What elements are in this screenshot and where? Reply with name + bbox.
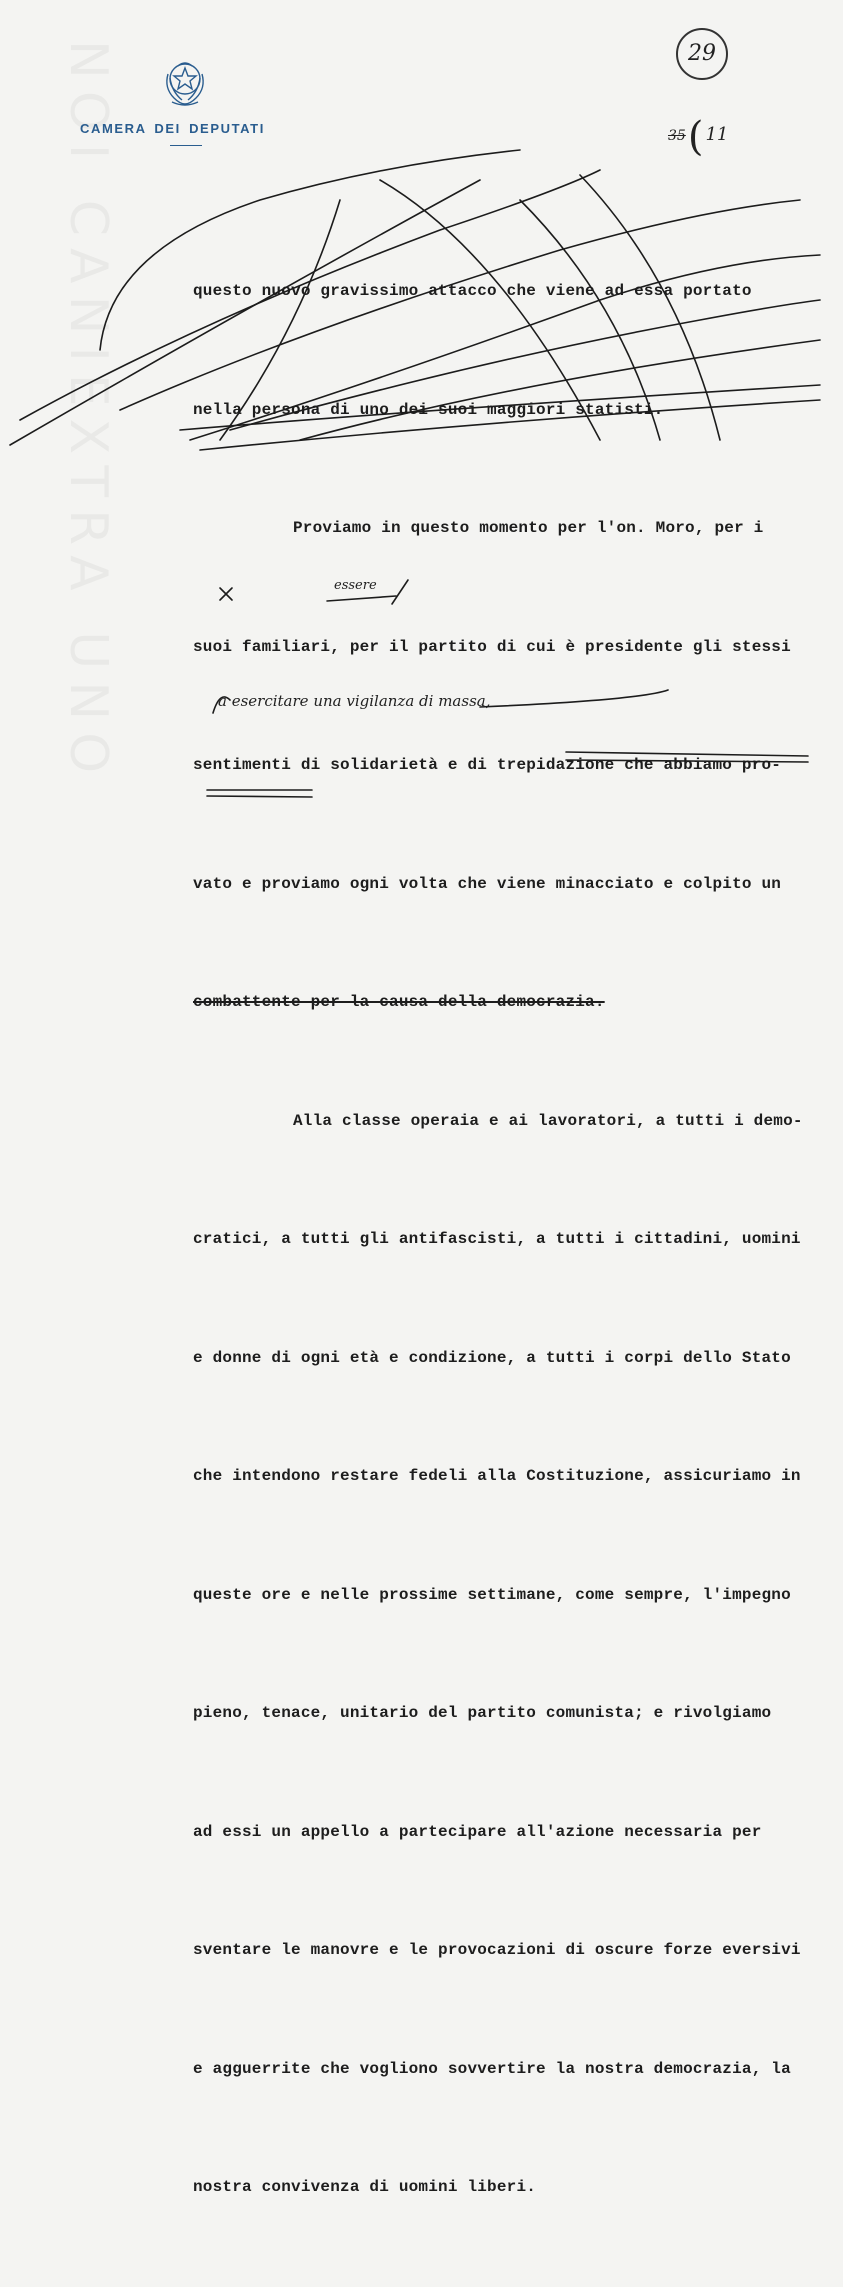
body-line: sentimenti di solidarietà e di trepidazione che abbiamo pro-: [193, 756, 782, 774]
body-line: nella persona di uno dei suoi maggiori statisti.: [193, 400, 664, 419]
body-line: questo nuovo gravissimo attacco che viene ad essa portato: [193, 282, 752, 300]
folio-new: 11: [705, 124, 729, 145]
body-line: pieno, tenace, unitario del partito comunista; e rivolgiamo: [193, 1704, 772, 1722]
handwritten-strikeout-marks: [0, 0, 843, 1080]
folio-bracket: (: [687, 114, 704, 160]
institution-name: CAMERA DEI DEPUTATI: [80, 121, 265, 136]
handwritten-insert-essere: essere: [334, 578, 377, 593]
body-line: sventare le manovre e le provocazioni di oscure forze eversivi: [193, 1941, 801, 1959]
body-line: queste ore e nelle prossime settimane, come sempre, l'impegno: [193, 1585, 791, 1604]
body-line: e agguerrite che vogliono sovvertire la nostra democrazia, la: [193, 2059, 791, 2078]
handwritten-insert-vigilanza: a esercitare una vigilanza di massa,: [218, 692, 491, 710]
body-line: vato e proviamo ogni volta che viene minacciato e colpito un: [193, 874, 782, 893]
body-line: suoi familiari, per il partito di cui è presidente gli stessi: [193, 637, 791, 656]
body-line: e donne di ogni età e condizione, a tutti i corpi dello Stato: [193, 1348, 791, 1367]
body-line: combattente per la causa della democrazia.: [193, 993, 605, 1011]
body-line: cratici, a tutti gli antifascisti, a tutti i cittadini, uomini: [193, 1230, 801, 1248]
body-line: Alla classe operaia e ai lavoratori, a tutti i demo-: [293, 1111, 803, 1130]
page-number-circle: 29: [676, 28, 728, 80]
body-line: Proviamo in questo momento per l'on. Moro, per i: [293, 519, 764, 537]
body-line: che intendono restare fedeli alla Costituzione, assicuriamo in: [193, 1467, 801, 1485]
folio-struck: 35: [668, 128, 686, 144]
body-line: nostra convivenza di uomini liberi.: [193, 2178, 537, 2196]
body-line: ad essi un appello a partecipare all'azione necessaria per: [193, 1822, 762, 1841]
